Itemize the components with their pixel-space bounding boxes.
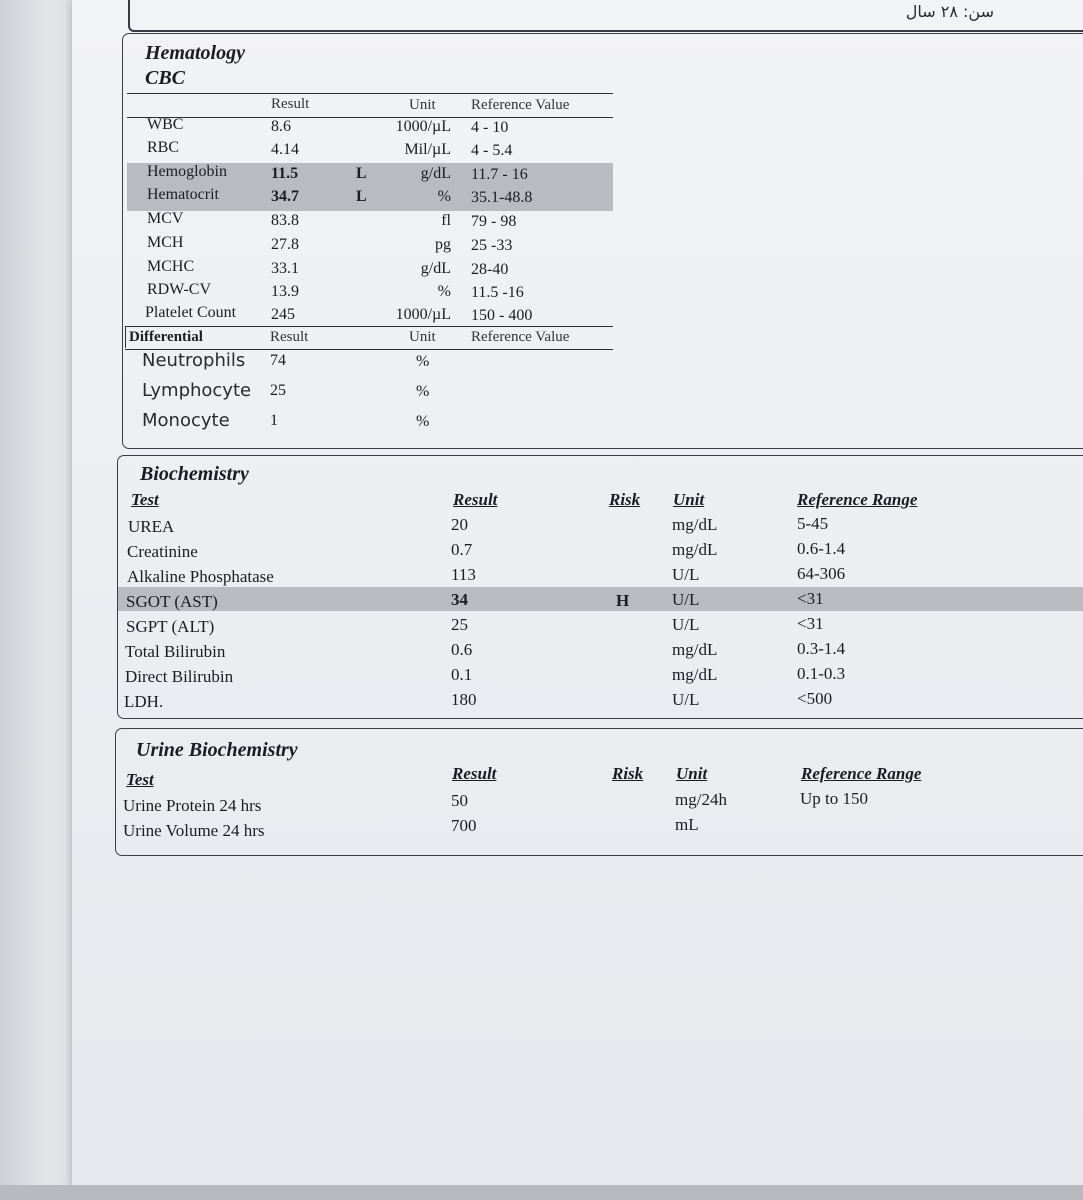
cbc-reference: 79 - 98 [471, 213, 517, 230]
cbc-reference: 4 - 5.4 [471, 142, 513, 159]
cbc-result: 8.6 [271, 118, 291, 135]
floor-edge [0, 1185, 1083, 1200]
cbc-reference: 28-40 [471, 261, 509, 278]
cbc-reference: 25 -33 [471, 237, 513, 254]
urine-result: 700 [451, 816, 477, 835]
cbc-result: 4.14 [271, 141, 299, 158]
differential-unit: % [416, 383, 430, 400]
bio-reference: <31 [797, 614, 824, 633]
patient-age: سن: ۲۸ سال [905, 2, 994, 21]
bio-col-reference: Reference Range [797, 490, 918, 509]
bio-result: 0.7 [451, 540, 473, 559]
table-surface [0, 0, 78, 1200]
cbc-test-name: WBC [147, 116, 184, 133]
cbc-unit: pg [435, 236, 451, 253]
biochemistry-title: Biochemistry [140, 463, 249, 485]
cbc-col-reference: Reference Value [471, 97, 570, 113]
cbc-header-rule [127, 117, 613, 118]
abnormal-row-highlight [118, 587, 1083, 611]
bio-test-name: SGPT (ALT) [126, 617, 215, 636]
cbc-flag: L [356, 165, 367, 182]
bio-result: 113 [451, 565, 476, 584]
bio-unit: U/L [672, 615, 700, 634]
bio-test-name: Alkaline Phosphatase [127, 567, 274, 586]
cbc-subtitle: CBC [145, 67, 186, 89]
differential-left-rule [125, 326, 126, 348]
differential-unit: % [416, 413, 430, 430]
cbc-result: 11.5 [271, 165, 299, 182]
bio-unit: mg/dL [672, 515, 718, 534]
urine-reference: Up to 150 [800, 789, 868, 808]
bio-unit: U/L [672, 590, 700, 609]
cbc-reference: 11.7 - 16 [471, 166, 528, 183]
cbc-result: 34.7 [271, 188, 299, 205]
cbc-reference: 35.1-48.8 [471, 189, 533, 206]
cbc-reference: 150 - 400 [471, 307, 533, 324]
urine-col-test: Test [126, 770, 154, 789]
cbc-reference: 11.5 -16 [471, 284, 524, 301]
differential-result: 74 [270, 352, 286, 369]
bio-test-name: Direct Bilirubin [125, 667, 234, 686]
bio-col-test: Test [131, 490, 159, 509]
differential-result: 25 [270, 382, 286, 399]
bio-reference: 0.3-1.4 [797, 639, 846, 658]
differential-label: Differential [129, 329, 203, 345]
patient-header-box [128, 0, 1083, 32]
hematology-section [122, 33, 1083, 449]
differential-col-unit: Unit [409, 329, 436, 345]
cbc-result: 33.1 [271, 260, 299, 277]
urine-col-result: Result [452, 764, 497, 783]
cbc-col-result: Result [271, 96, 310, 112]
bio-risk: H [616, 591, 630, 610]
bio-test-name: SGOT (AST) [126, 592, 218, 611]
cbc-unit: g/dL [420, 260, 451, 277]
differential-top-rule [125, 326, 613, 327]
bio-test-name: LDH. [124, 692, 164, 711]
bio-result: 0.6 [451, 640, 473, 659]
bio-reference: 0.6-1.4 [797, 539, 846, 558]
urine-result: 50 [451, 791, 468, 810]
cbc-unit: % [437, 188, 451, 205]
bio-reference: 0.1-0.3 [797, 664, 846, 683]
cbc-test-name: RDW-CV [147, 281, 211, 298]
bio-result: 180 [451, 690, 477, 709]
bio-result: 25 [451, 615, 468, 634]
cbc-flag: L [356, 188, 367, 205]
cbc-unit: 1000/µL [395, 118, 451, 135]
bio-reference: 5-45 [797, 514, 829, 533]
bio-result: 0.1 [451, 665, 473, 684]
urine-unit: mL [675, 815, 699, 834]
differential-col-result: Result [270, 329, 309, 345]
differential-col-reference: Reference Value [471, 329, 570, 345]
bio-reference: 64-306 [797, 564, 846, 583]
bio-result: 20 [451, 515, 468, 534]
bio-unit: mg/dL [672, 640, 718, 659]
urine-col-risk: Risk [612, 764, 644, 783]
urine-col-unit: Unit [676, 764, 708, 783]
differential-test-name: Lymphocyte [142, 380, 252, 401]
urine-title: Urine Biochemistry [136, 739, 298, 761]
bio-col-unit: Unit [673, 490, 705, 509]
cbc-test-name: Platelet Count [145, 304, 237, 321]
cbc-result: 13.9 [271, 283, 299, 300]
bio-col-risk: Risk [609, 490, 641, 509]
cbc-reference: 4 - 10 [471, 119, 509, 136]
hematology-title: Hematology [145, 42, 245, 64]
bio-unit: mg/dL [672, 665, 718, 684]
bio-reference: <500 [797, 689, 833, 708]
bio-test-name: UREA [128, 517, 175, 536]
differential-unit: % [416, 353, 430, 370]
cbc-test-name: Hematocrit [147, 186, 219, 203]
cbc-test-name: MCHC [147, 258, 195, 275]
bio-unit: U/L [672, 690, 700, 709]
urine-col-reference: Reference Range [801, 764, 922, 783]
cbc-result: 245 [271, 306, 295, 323]
bio-unit: mg/dL [672, 540, 718, 559]
differential-result: 1 [270, 412, 278, 429]
cbc-unit: fl [441, 212, 451, 229]
bio-col-result: Result [453, 490, 498, 509]
cbc-result: 83.8 [271, 212, 299, 229]
differential-test-name: Neutrophils [142, 350, 246, 371]
cbc-test-name: MCH [147, 234, 184, 251]
cbc-unit: Mil/µL [404, 141, 451, 158]
differential-test-name: Monocyte [142, 410, 230, 431]
urine-unit: mg/24h [675, 790, 727, 809]
cbc-unit: % [437, 283, 451, 300]
bio-reference: <31 [797, 589, 824, 608]
bio-test-name: Total Bilirubin [125, 642, 226, 661]
urine-test-name: Urine Volume 24 hrs [123, 821, 265, 840]
cbc-test-name: RBC [147, 139, 180, 156]
cbc-col-unit: Unit [409, 97, 436, 113]
urine-test-name: Urine Protein 24 hrs [123, 796, 262, 815]
bio-test-name: Creatinine [127, 542, 198, 561]
bio-unit: U/L [672, 565, 700, 584]
cbc-top-rule [127, 93, 613, 94]
bio-result: 34 [451, 590, 468, 609]
cbc-test-name: MCV [147, 210, 184, 227]
cbc-unit: g/dL [420, 165, 451, 182]
cbc-test-name: Hemoglobin [147, 163, 227, 180]
cbc-unit: 1000/µL [395, 306, 451, 323]
cbc-result: 27.8 [271, 236, 299, 253]
